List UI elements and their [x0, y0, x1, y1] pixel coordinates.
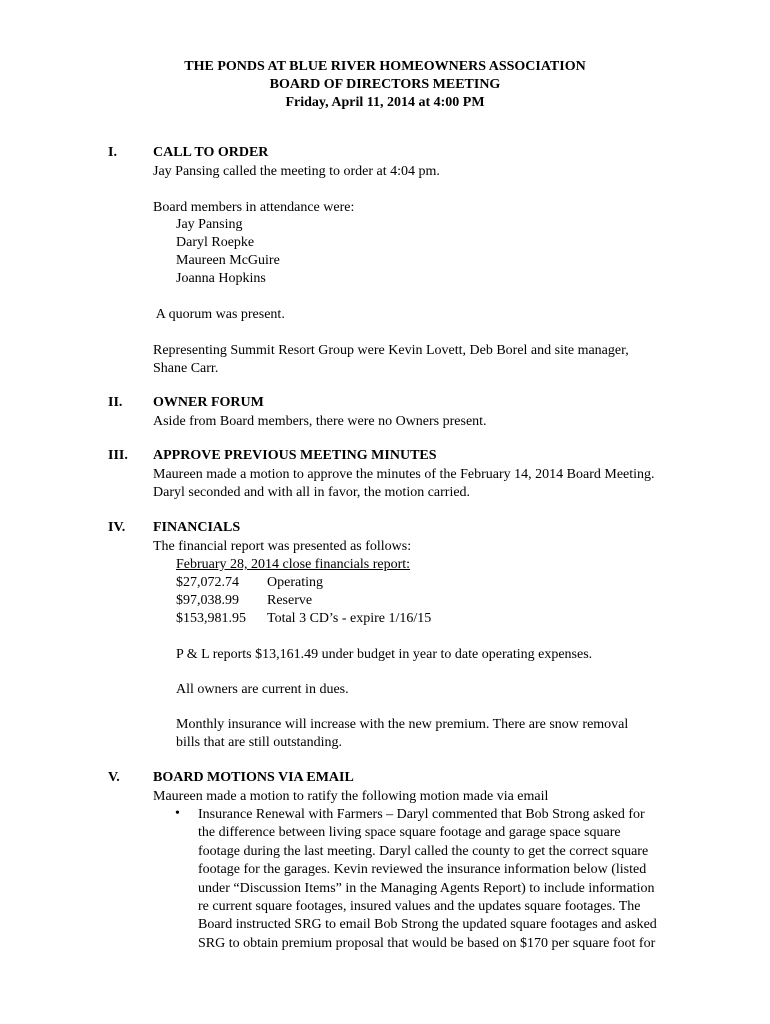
section-4-title: FINANCIALS [153, 520, 241, 535]
financial-report-heading: February 28, 2014 close financials report: [176, 557, 411, 572]
bullet-line: re current square footages, insured values and the updates square footages. The [198, 899, 641, 915]
member-name: Jay Pansing [176, 217, 243, 232]
association-title: THE PONDS AT BLUE RIVER HOMEOWNERS ASSOCIATION [184, 59, 586, 74]
insurance-line-1: Monthly insurance will increase with the new premium. There are snow removal [176, 717, 629, 732]
bullet-line: under “Discussion Items” in the Managing Agents Report) to include information [198, 880, 655, 896]
bullet-line: Insurance Renewal with Farmers – Daryl commented that Bob Strong asked for [198, 807, 645, 822]
financial-row [176, 574, 323, 593]
bullet-line: footage during the last meeting. Daryl called the county to get the correct square [198, 843, 649, 859]
section-2-numeral: II. [108, 395, 123, 410]
quorum-text: A quorum was present. [153, 307, 285, 322]
bullet-line: Board instructed SRG to email Bob Strong the updated square footages and asked [198, 917, 657, 933]
bullet-line: footage for the garages. Kevin reviewed the insurance information below (listed [198, 862, 647, 878]
financial-label: Total 3 CD’s - expire 1/16/15 [267, 611, 432, 626]
owner-forum-text: Aside from Board members, there were no Owners present. [153, 414, 487, 429]
bullet-line: SRG to obtain premium proposal that would be based on $170 per square foot for [198, 935, 656, 951]
meeting-title: BOARD OF DIRECTORS MEETING [269, 77, 501, 92]
section-4-numeral: IV. [108, 520, 126, 535]
financial-label: Operating [267, 575, 323, 590]
representing-line-1: Representing Summit Resort Group were Kevin Lovett, Deb Borel and site manager, [153, 343, 629, 358]
pl-report-text: P & L reports $13,161.49 under budget in year to date operating expenses. [176, 647, 593, 662]
member-name: Daryl Roepke [176, 235, 255, 250]
section-1-title: CALL TO ORDER [153, 145, 269, 160]
section-1-numeral: I. [108, 145, 117, 160]
dues-text: All owners are current in dues. [176, 682, 349, 697]
attendance-intro: Board members in attendance were: [153, 200, 355, 215]
minutes-motion-line-1: Maureen made a motion to approve the minutes of the February 14, 2014 Board Meeting. [153, 467, 655, 482]
bullet-icon: • [175, 806, 180, 821]
financial-amount: $97,038.99 [176, 593, 239, 608]
email-motion-text: Maureen made a motion to ratify the following motion made via email [153, 789, 549, 804]
bullet-line: the difference between living space square footage and garage space square [198, 825, 621, 841]
financial-intro: The financial report was presented as follows: [153, 539, 412, 554]
representing-line-2: Shane Carr. [153, 361, 219, 376]
financial-label: Reserve [267, 593, 313, 608]
insurance-renewal-bullet [198, 806, 698, 953]
financial-amount: $27,072.74 [176, 575, 239, 590]
financial-amount: $153,981.95 [176, 611, 246, 626]
section-3-title: APPROVE PREVIOUS MEETING MINUTES [153, 448, 437, 463]
section-5-numeral: V. [108, 770, 120, 785]
call-to-order-text: Jay Pansing called the meeting to order at 4:04 pm. [153, 164, 440, 179]
insurance-line-2: bills that are still outstanding. [176, 735, 343, 750]
financial-row [176, 610, 431, 629]
member-name: Joanna Hopkins [176, 271, 266, 286]
section-3-numeral: III. [108, 448, 128, 463]
section-2-title: OWNER FORUM [153, 395, 264, 410]
member-name: Maureen McGuire [176, 253, 280, 268]
document-header [0, 58, 770, 112]
section-5-title: BOARD MOTIONS VIA EMAIL [153, 770, 354, 785]
financial-row [176, 592, 312, 611]
minutes-motion-line-2: Daryl seconded and with all in favor, the motion carried. [153, 485, 471, 500]
meeting-date: Friday, April 11, 2014 at 4:00 PM [285, 95, 485, 110]
